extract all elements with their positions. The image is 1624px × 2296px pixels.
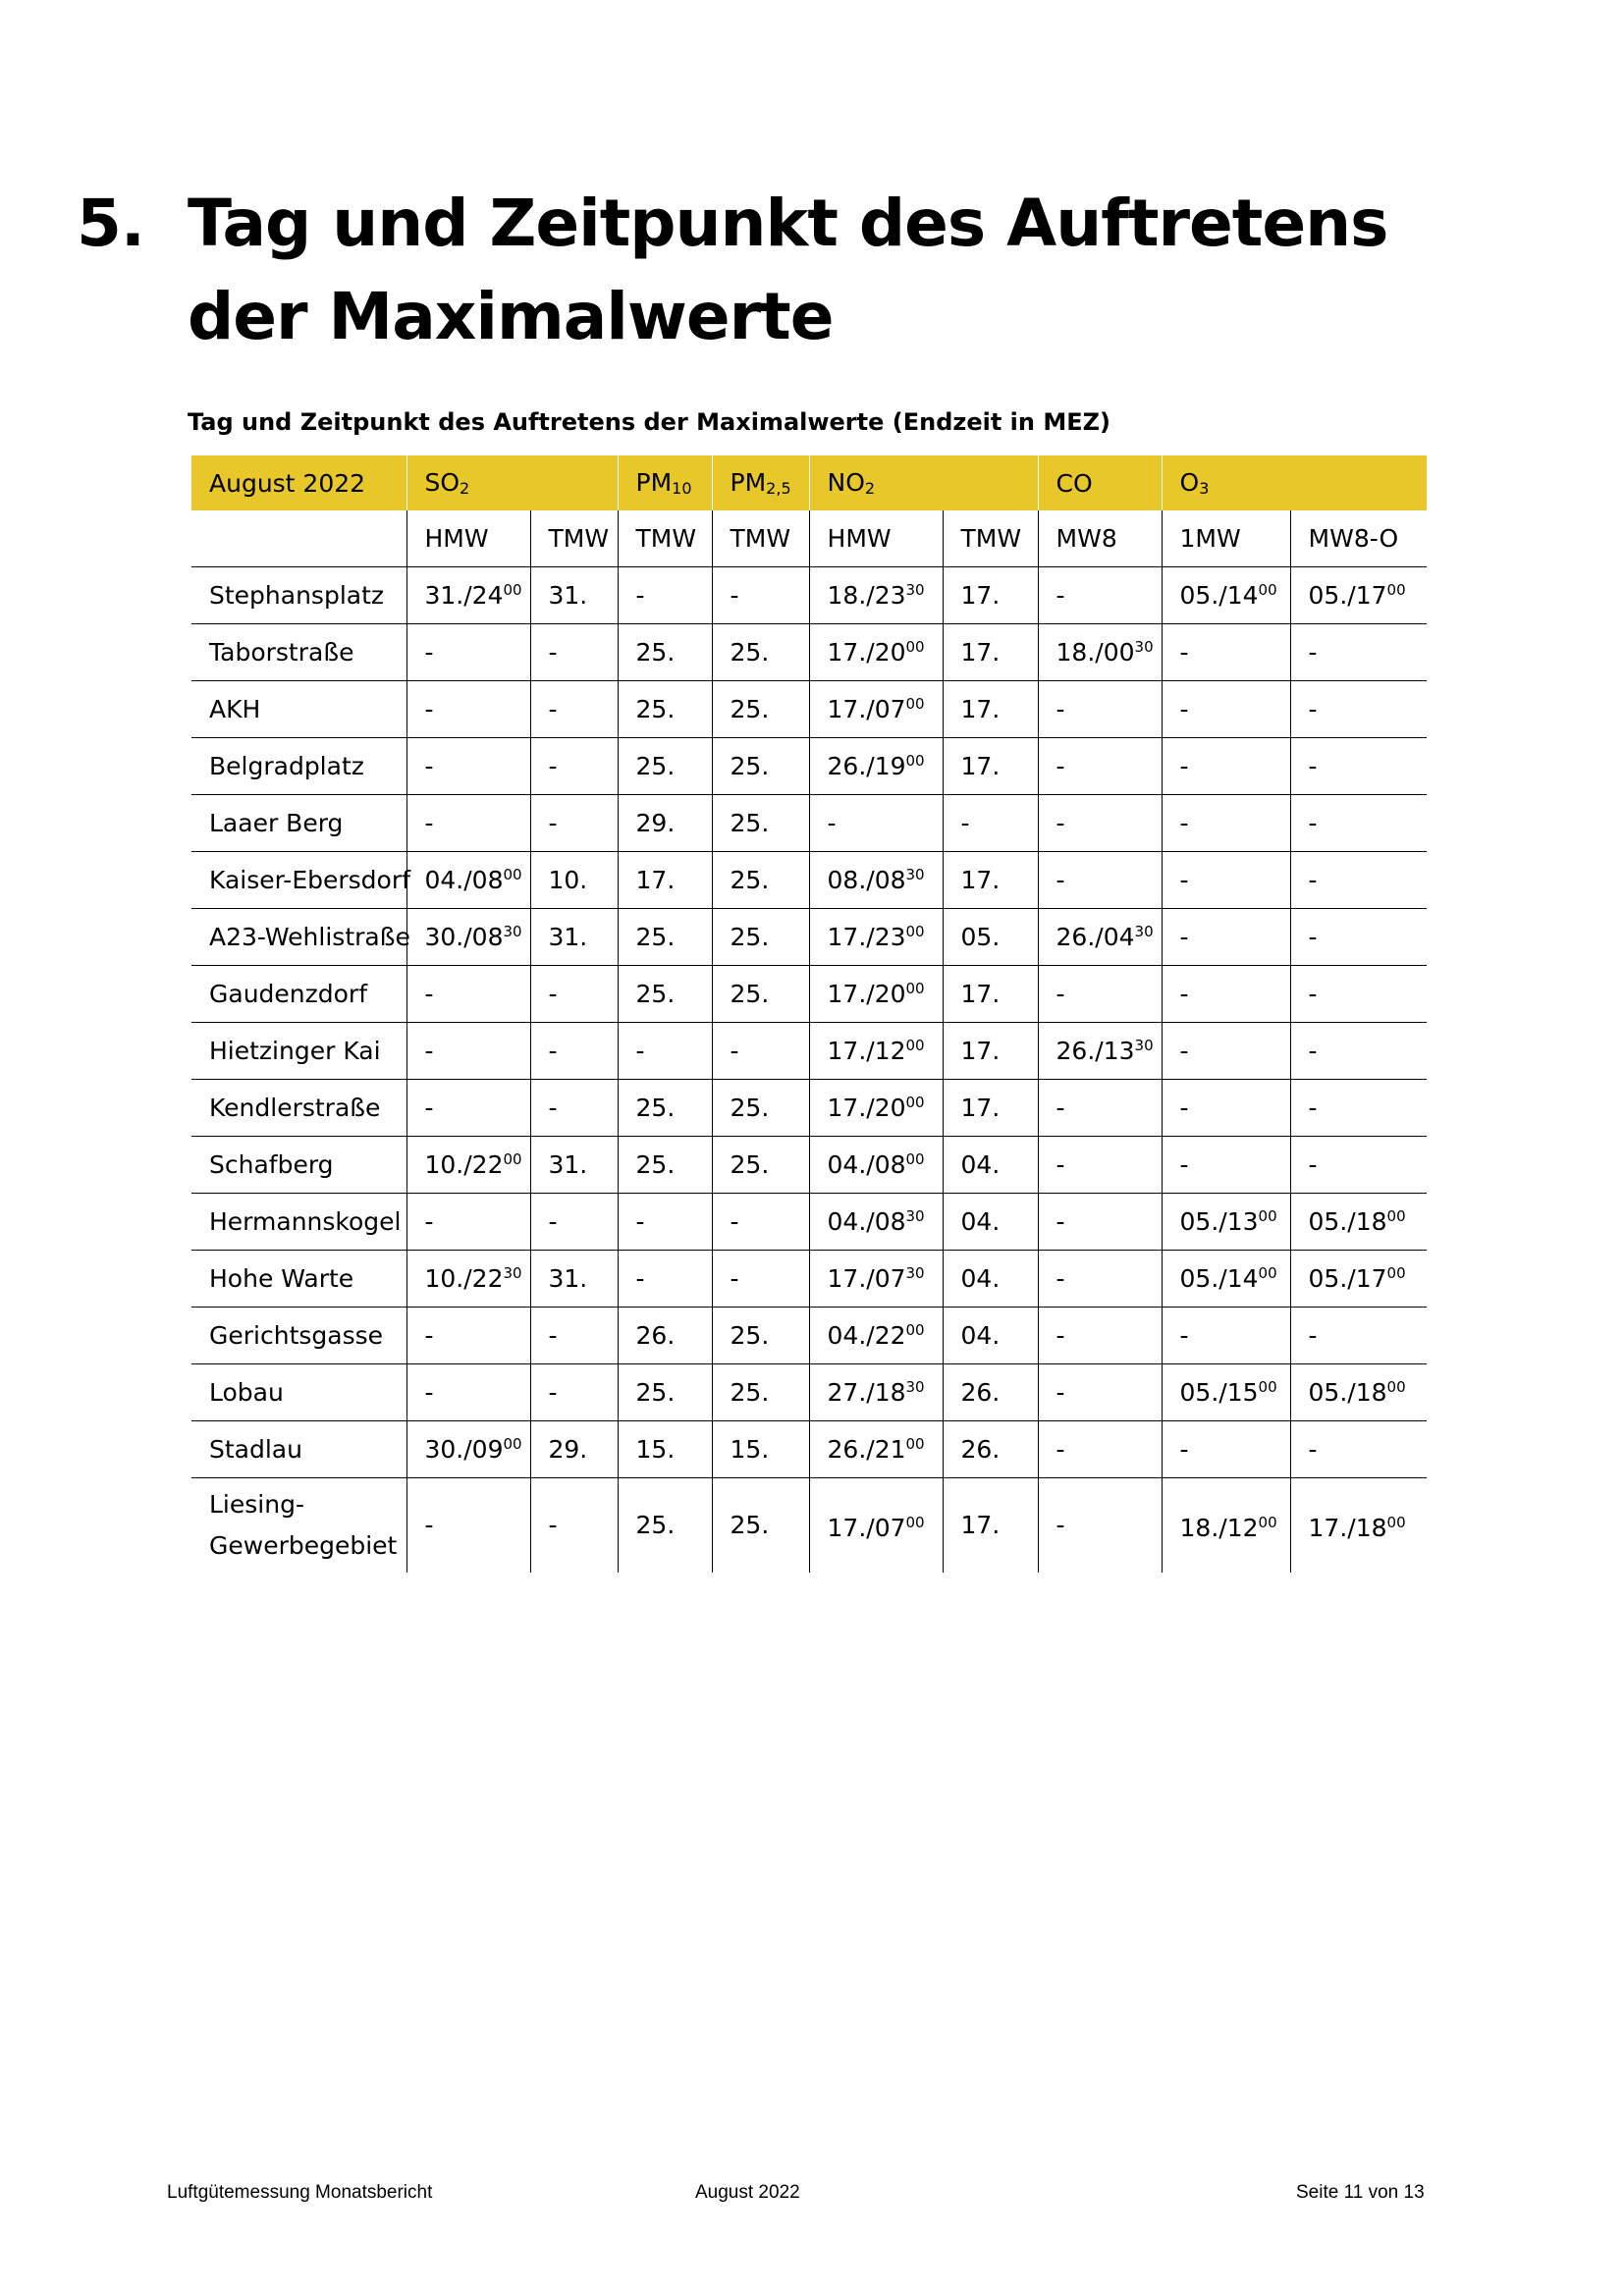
- value-cell: 31.: [530, 1137, 618, 1194]
- value-cell: -: [1038, 1080, 1162, 1137]
- value-cell: 04.: [943, 1194, 1038, 1251]
- station-name: Stadlau: [191, 1421, 406, 1478]
- value-cell: $05./17^{00}$: [1290, 1251, 1427, 1308]
- value-cell: 17.: [943, 1080, 1038, 1137]
- value-cell: -: [406, 1364, 530, 1421]
- value-cell: 31.: [530, 909, 618, 966]
- value-cell: -: [1162, 966, 1290, 1023]
- value-cell: -: [530, 738, 618, 795]
- value-cell: $18./12^{00}$: [1162, 1478, 1290, 1574]
- value-cell: -: [406, 738, 530, 795]
- value-cell: -: [1162, 852, 1290, 909]
- value-cell: $17./20^{00}$: [809, 1080, 943, 1137]
- value-cell: 25.: [712, 966, 809, 1023]
- value-cell: -: [1038, 681, 1162, 738]
- value-cell: -: [618, 567, 712, 624]
- station-name: Hietzinger Kai: [191, 1023, 406, 1080]
- value-cell: -: [530, 1478, 618, 1574]
- value-cell: 26.: [943, 1421, 1038, 1478]
- value-cell: -: [1162, 1080, 1290, 1137]
- value-cell: -: [809, 795, 943, 852]
- value-cell: 25.: [618, 909, 712, 966]
- value-cell: $26./13^{30}$: [1038, 1023, 1162, 1080]
- value-cell: $05./15^{00}$: [1162, 1364, 1290, 1421]
- value-cell: -: [530, 1023, 618, 1080]
- value-cell: 29.: [618, 795, 712, 852]
- station-name: Gerichtsgasse: [191, 1308, 406, 1364]
- value-cell: -: [1290, 1080, 1427, 1137]
- value-cell: $17./07^{30}$: [809, 1251, 943, 1308]
- value-cell: $04./08^{30}$: [809, 1194, 943, 1251]
- value-cell: -: [712, 567, 809, 624]
- value-cell: -: [530, 966, 618, 1023]
- subheader-cell: 1MW: [1162, 510, 1290, 567]
- table-row: [191, 1364, 1427, 1421]
- value-cell: -: [618, 1023, 712, 1080]
- station-name: Kendlerstraße: [191, 1080, 406, 1137]
- value-cell: 17.: [618, 852, 712, 909]
- value-cell: 17.: [943, 681, 1038, 738]
- value-cell: -: [1162, 795, 1290, 852]
- header-no2: $NO_2$: [809, 455, 1038, 510]
- value-cell: $18./00^{30}$: [1038, 624, 1162, 681]
- subheader-cell: MW8: [1038, 510, 1162, 567]
- value-cell: -: [1038, 1251, 1162, 1308]
- station-name: Schafberg: [191, 1137, 406, 1194]
- table-row: [191, 795, 1427, 852]
- value-cell: -: [530, 1364, 618, 1421]
- value-cell: -: [1162, 738, 1290, 795]
- value-cell: 25.: [712, 795, 809, 852]
- value-cell: $17./23^{00}$: [809, 909, 943, 966]
- value-cell: 25.: [618, 624, 712, 681]
- value-cell: -: [530, 681, 618, 738]
- value-cell: 25.: [618, 681, 712, 738]
- value-cell: -: [1290, 624, 1427, 681]
- station-name: Lobau: [191, 1364, 406, 1421]
- value-cell: -: [618, 1251, 712, 1308]
- value-cell: $17./18^{00}$: [1290, 1478, 1427, 1574]
- value-cell: -: [406, 1194, 530, 1251]
- station-name: Taborstraße: [191, 624, 406, 681]
- value-cell: 25.: [618, 1080, 712, 1137]
- value-cell: -: [1290, 966, 1427, 1023]
- value-cell: $17./07^{00}$: [809, 681, 943, 738]
- section-title: Tag und Zeitpunkt des Auftretens der Maximalwerte: [188, 186, 1388, 354]
- value-cell: -: [1038, 1137, 1162, 1194]
- value-cell: -: [1038, 1308, 1162, 1364]
- value-cell: $05./14^{00}$: [1162, 567, 1290, 624]
- value-cell: $08./08^{30}$: [809, 852, 943, 909]
- station-name: Laaer Berg: [191, 795, 406, 852]
- table-caption: Tag und Zeitpunkt des Auftretens der Maximalwerte (Endzeit in MEZ): [188, 408, 1110, 436]
- value-cell: -: [530, 1080, 618, 1137]
- footer-center: August 2022: [695, 2182, 800, 2203]
- header-co: CO: [1038, 455, 1162, 510]
- value-cell: 25.: [712, 1137, 809, 1194]
- value-cell: 25.: [712, 1364, 809, 1421]
- subheader-cell: TMW: [618, 510, 712, 567]
- value-cell: -: [1038, 1194, 1162, 1251]
- value-cell: $05./18^{00}$: [1290, 1194, 1427, 1251]
- value-cell: 17.: [943, 624, 1038, 681]
- value-cell: 17.: [943, 1023, 1038, 1080]
- station-name: Kaiser-Ebersdorf: [191, 852, 406, 909]
- value-cell: -: [1290, 1308, 1427, 1364]
- value-cell: 04.: [943, 1251, 1038, 1308]
- value-cell: 25.: [618, 966, 712, 1023]
- value-cell: -: [1290, 795, 1427, 852]
- subheader-cell: MW8-O: [1290, 510, 1427, 567]
- value-cell: 25.: [712, 681, 809, 738]
- value-cell: 05.: [943, 909, 1038, 966]
- maxima-table: [191, 455, 1427, 1573]
- value-cell: 15.: [712, 1421, 809, 1478]
- value-cell: $30./09^{00}$: [406, 1421, 530, 1478]
- section-number: 5.: [77, 186, 144, 261]
- value-cell: $17./20^{00}$: [809, 966, 943, 1023]
- value-cell: -: [406, 1308, 530, 1364]
- value-cell: -: [530, 1194, 618, 1251]
- subheader-cell: HMW: [809, 510, 943, 567]
- value-cell: $04./08^{00}$: [406, 852, 530, 909]
- value-cell: -: [1038, 1478, 1162, 1574]
- value-cell: $05./18^{00}$: [1290, 1364, 1427, 1421]
- value-cell: $05./14^{00}$: [1162, 1251, 1290, 1308]
- value-cell: -: [712, 1194, 809, 1251]
- value-cell: -: [406, 795, 530, 852]
- table-header-row: [191, 455, 1427, 510]
- value-cell: 31.: [530, 1251, 618, 1308]
- value-cell: 26.: [943, 1364, 1038, 1421]
- subheader-cell: HMW: [406, 510, 530, 567]
- station-name: Stephansplatz: [191, 567, 406, 624]
- value-cell: -: [1162, 1421, 1290, 1478]
- value-cell: 25.: [618, 1364, 712, 1421]
- value-cell: $10./22^{00}$: [406, 1137, 530, 1194]
- value-cell: 04.: [943, 1137, 1038, 1194]
- footer-right: Seite 11 von 13: [1296, 2182, 1425, 2203]
- header-pm10: $PM_{10}$: [618, 455, 712, 510]
- value-cell: 29.: [530, 1421, 618, 1478]
- table-row: [191, 681, 1427, 738]
- station-name: Liesing- Gewerbegebiet: [209, 1490, 398, 1560]
- table-row: [191, 1023, 1427, 1080]
- value-cell: 31.: [530, 567, 618, 624]
- subheader-cell: TMW: [943, 510, 1038, 567]
- value-cell: $05./17^{00}$: [1290, 567, 1427, 624]
- value-cell: -: [1038, 852, 1162, 909]
- header-so2: $SO_2$: [406, 455, 618, 510]
- station-name: Hermannskogel: [191, 1194, 406, 1251]
- table-row: [191, 909, 1427, 966]
- table-row: [191, 624, 1427, 681]
- value-cell: -: [1290, 1137, 1427, 1194]
- value-cell: 25.: [712, 1308, 809, 1364]
- station-name: A23-Wehlistraße: [191, 909, 406, 966]
- subheader-cell: TMW: [530, 510, 618, 567]
- value-cell: -: [406, 681, 530, 738]
- value-cell: $30./08^{30}$: [406, 909, 530, 966]
- value-cell: 25.: [618, 738, 712, 795]
- value-cell: -: [1038, 966, 1162, 1023]
- value-cell: -: [1162, 624, 1290, 681]
- value-cell: -: [1290, 738, 1427, 795]
- value-cell: 17.: [943, 1478, 1038, 1574]
- value-cell: $31./24^{00}$: [406, 567, 530, 624]
- value-cell: -: [406, 1080, 530, 1137]
- value-cell: -: [1038, 567, 1162, 624]
- value-cell: -: [406, 966, 530, 1023]
- table-subheader-row: [191, 510, 1427, 567]
- value-cell: 17.: [943, 738, 1038, 795]
- value-cell: $26./04^{30}$: [1038, 909, 1162, 966]
- table-row: [191, 1478, 1427, 1574]
- table-row: [191, 1251, 1427, 1308]
- footer-left: Luftgütemessung Monatsbericht: [167, 2182, 433, 2203]
- value-cell: -: [712, 1023, 809, 1080]
- value-cell: $26./19^{00}$: [809, 738, 943, 795]
- value-cell: -: [530, 1308, 618, 1364]
- value-cell: -: [1290, 681, 1427, 738]
- value-cell: -: [1038, 1421, 1162, 1478]
- value-cell: 25.: [712, 624, 809, 681]
- value-cell: 25.: [712, 909, 809, 966]
- value-cell: -: [1290, 852, 1427, 909]
- table-row: [191, 567, 1427, 624]
- value-cell: $18./23^{30}$: [809, 567, 943, 624]
- value-cell: 25.: [712, 1478, 809, 1574]
- value-cell: 26.: [618, 1308, 712, 1364]
- value-cell: $10./22^{30}$: [406, 1251, 530, 1308]
- value-cell: 25.: [618, 1137, 712, 1194]
- value-cell: 25.: [712, 1080, 809, 1137]
- value-cell: -: [1290, 909, 1427, 966]
- value-cell: -: [1038, 1364, 1162, 1421]
- table-row: [191, 738, 1427, 795]
- value-cell: -: [406, 624, 530, 681]
- value-cell: -: [618, 1194, 712, 1251]
- value-cell: 15.: [618, 1421, 712, 1478]
- value-cell: -: [530, 795, 618, 852]
- value-cell: -: [943, 795, 1038, 852]
- value-cell: $04./08^{00}$: [809, 1137, 943, 1194]
- subheader-empty: [191, 510, 406, 567]
- value-cell: $17./07^{00}$: [809, 1478, 943, 1574]
- header-pm25: $PM_{2,5}$: [712, 455, 809, 510]
- value-cell: -: [1038, 738, 1162, 795]
- station-name: Hohe Warte: [191, 1251, 406, 1308]
- value-cell: -: [530, 624, 618, 681]
- value-cell: 17.: [943, 966, 1038, 1023]
- value-cell: 25.: [712, 738, 809, 795]
- value-cell: -: [1162, 1308, 1290, 1364]
- table-row: [191, 1080, 1427, 1137]
- table-body: [191, 567, 1427, 1574]
- value-cell: -: [1038, 795, 1162, 852]
- value-cell: 10.: [530, 852, 618, 909]
- value-cell: $04./22^{00}$: [809, 1308, 943, 1364]
- value-cell: -: [1162, 1137, 1290, 1194]
- table-row: [191, 1137, 1427, 1194]
- value-cell: -: [1162, 1023, 1290, 1080]
- station-name: Belgradplatz: [191, 738, 406, 795]
- table-row: [191, 1421, 1427, 1478]
- value-cell: -: [1162, 909, 1290, 966]
- table-row: [191, 852, 1427, 909]
- value-cell: -: [712, 1251, 809, 1308]
- value-cell: $17./12^{00}$: [809, 1023, 943, 1080]
- station-name: Gaudenzdorf: [191, 966, 406, 1023]
- table-row: [191, 1194, 1427, 1251]
- value-cell: -: [1290, 1421, 1427, 1478]
- value-cell: -: [1290, 1023, 1427, 1080]
- value-cell: 25.: [618, 1478, 712, 1574]
- value-cell: $17./20^{00}$: [809, 624, 943, 681]
- header-o3: $O_3$: [1162, 455, 1427, 510]
- value-cell: -: [406, 1478, 530, 1574]
- value-cell: 25.: [712, 852, 809, 909]
- value-cell: $05./13^{00}$: [1162, 1194, 1290, 1251]
- station-name: AKH: [191, 681, 406, 738]
- subheader-cell: TMW: [712, 510, 809, 567]
- table-row: [191, 1308, 1427, 1364]
- value-cell: -: [1162, 681, 1290, 738]
- value-cell: 04.: [943, 1308, 1038, 1364]
- value-cell: $26./21^{00}$: [809, 1421, 943, 1478]
- value-cell: 17.: [943, 852, 1038, 909]
- value-cell: -: [406, 1023, 530, 1080]
- value-cell: 17.: [943, 567, 1038, 624]
- value-cell: $27./18^{30}$: [809, 1364, 943, 1421]
- corner-cell: August 2022: [191, 455, 406, 510]
- table-row: [191, 966, 1427, 1023]
